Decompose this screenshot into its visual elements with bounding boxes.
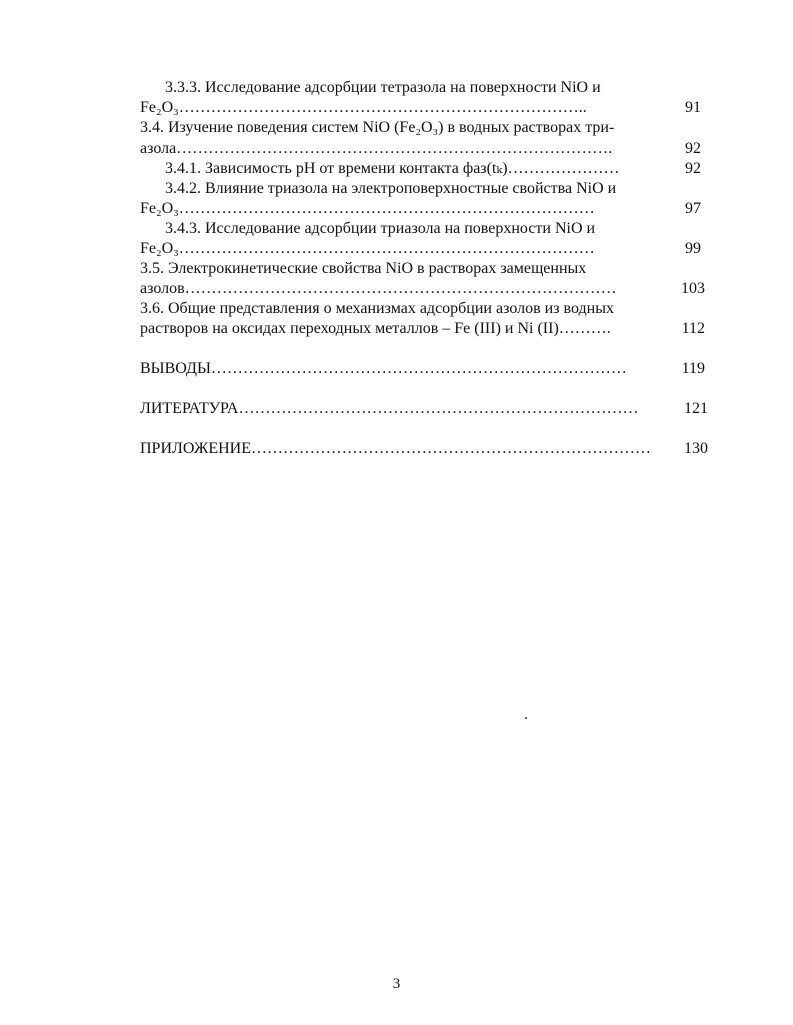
toc-entry-3-5-leader: азолов……………………………………………………………………… — [140, 280, 617, 297]
toc-entry-3-6-leader: растворов на оксидах переходных металлов – Fe (III) и Ni (II)………. — [140, 320, 611, 337]
toc-entry-3-4-page: 92 — [685, 140, 701, 157]
toc-entry-3-4-3-leader: Fe₂O₃…………………………………………………………………… — [140, 240, 595, 257]
toc-entry-conclusions-title: ВЫВОДЫ…………………………………………………………………… — [140, 360, 627, 377]
toc-entry-3-3-3-leader: Fe₂O₃………………………………………………………………….. — [140, 99, 587, 116]
toc-entry-conclusions-page: 119 — [681, 360, 705, 377]
page-number: 3 — [392, 976, 401, 992]
toc-entry-3-4-2-title: 3.4.2. Влияние триазола на электроповерхностные свойства NiO и — [165, 180, 617, 197]
toc-entry-appendix-page: 130 — [684, 440, 708, 457]
toc-entry-3-4-1-page: 92 — [685, 160, 701, 177]
toc-entry-3-4-2-leader: Fe₂O₃…………………………………………………………………… — [140, 200, 595, 217]
toc-entry-3-4-3-title: 3.4.3. Исследование адсорбции триазола на поверхности NiO и — [165, 220, 596, 237]
toc-entry-3-3-3-page: 91 — [685, 99, 701, 116]
toc-entry-3-6-title: 3.6. Общие представления о механизмах адсорбции азолов из водных — [140, 300, 614, 317]
toc-entry-3-3-3-title: 3.3.3. Исследование адсорбции тетразола на поверхности NiO и — [165, 79, 601, 96]
toc-entry-3-4-2-page: 97 — [685, 200, 701, 217]
toc-entry-3-4-1-title: 3.4.1. Зависимость pH от времени контакта фаз(tₖ)………………… — [165, 160, 620, 177]
toc-entry-3-4-title: 3.4. Изучение поведения систем NiO (Fe₂O₃) в водных растворах три- — [140, 119, 615, 136]
toc-entry-3-4-leader: азола………………………………………………………………………. — [140, 140, 613, 157]
toc-entry-3-4-3-page: 99 — [685, 240, 701, 257]
toc-entry-literature-page: 121 — [684, 400, 708, 417]
toc-entry-3-5-page: 103 — [681, 280, 705, 297]
toc-entry-appendix-title: ПРИЛОЖЕНИЕ………………………………………………………………… — [140, 440, 652, 457]
scan-speck — [525, 717, 527, 719]
toc-entry-3-6-page: 112 — [681, 320, 705, 337]
toc-entry-3-5-title: 3.5. Электрокинетические свойства NiO в растворах замещенных — [140, 260, 587, 277]
toc-entry-literature-title: ЛИТЕРАТУРА………………………………………………………………… — [140, 400, 639, 417]
